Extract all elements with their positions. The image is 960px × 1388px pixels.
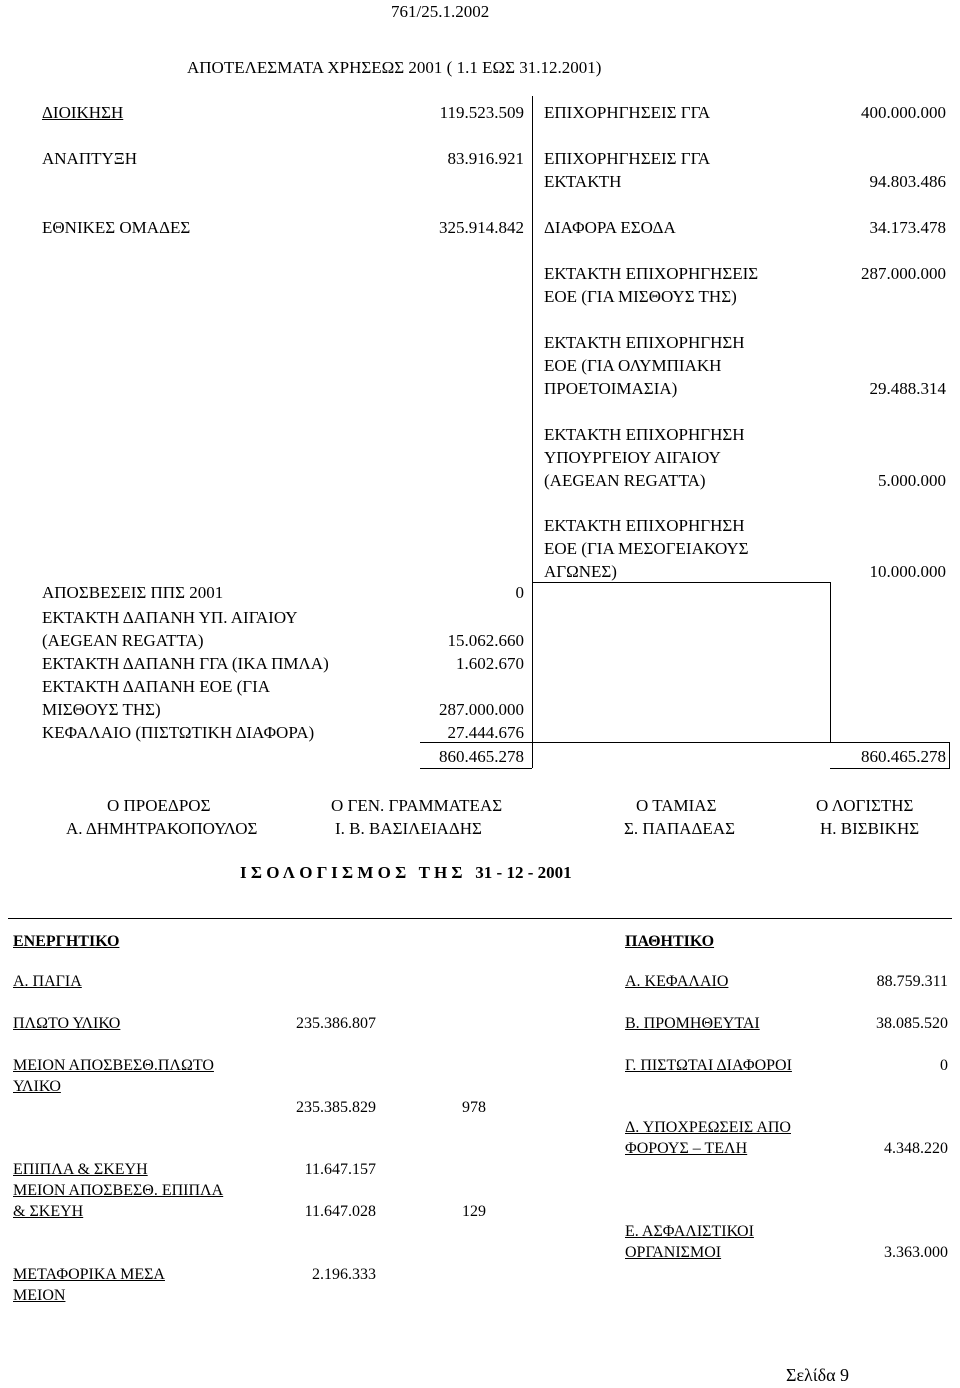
income-value: 400.000.000 <box>861 103 946 122</box>
income-value: 29.488.314 <box>869 379 946 398</box>
income-label: ΔΙΑΦΟΡΑ ΕΣΟΔΑ <box>544 218 676 237</box>
expense-value: 287.000.000 <box>439 700 524 719</box>
income-value: 94.803.486 <box>869 172 946 191</box>
asset-label: ΠΛΩΤΟ ΥΛΙΚΟ <box>13 1015 121 1032</box>
asset-value: 235.386.807 <box>296 1015 376 1032</box>
total-box-edge <box>949 742 950 769</box>
expense-label: ΕΘΝΙΚΕΣ ΟΜΑΔΕΣ <box>42 218 191 237</box>
balance-title: Ι Σ Ο Λ Ο Γ Ι Σ Μ Ο Σ Τ Η Σ 31 - 12 - 2001 <box>240 863 572 882</box>
liability-label: Ε. ΑΣΦΑΛΙΣΤΙΚΟΙ <box>625 1223 754 1240</box>
liability-label: ΦΟΡΟΥΣ – ΤΕΛΗ <box>625 1140 748 1157</box>
liability-value: 88.759.311 <box>876 973 948 990</box>
liability-value: 0 <box>940 1057 948 1074</box>
asset-value: 11.647.028 <box>304 1203 376 1220</box>
asset-label: ΜΕΙΟΝ ΑΠΟΣΒΕΣΘ. ΕΠΙΠΛΑ <box>13 1182 224 1199</box>
total-bottom-rule <box>420 768 532 769</box>
income-label: ΕΚΤΑΚΤΗ ΕΠΙΧΟΡΗΓΗΣΗ <box>544 333 745 352</box>
expense-value: 27.444.676 <box>447 723 524 742</box>
asset-value: 11.647.157 <box>304 1161 376 1178</box>
assets-header: ΕΝΕΡΓΗΤΙΚΟ <box>13 933 120 950</box>
income-total: 860.465.278 <box>861 747 946 766</box>
expense-value: 15.062.660 <box>447 631 524 650</box>
balance-top-rule <box>8 918 952 919</box>
income-label: ΑΓΩΝΕΣ) <box>544 562 617 581</box>
income-label: ΕΚΤΑΚΤΗ ΕΠΙΧΟΡΗΓΗΣΗ <box>544 516 745 535</box>
asset-net-value: 129 <box>462 1203 486 1220</box>
signature-name: Ι. Β. ΒΑΣΙΛΕΙΑΔΗΣ <box>335 819 482 838</box>
income-label: ΕΚΤΑΚΤΗ ΕΠΙΧΟΡΗΓΗΣΕΙΣ <box>544 264 759 283</box>
signature-role: Ο ΛΟΓΙΣΤΗΣ <box>816 796 914 815</box>
expense-value: 119.523.509 <box>439 103 524 122</box>
expense-label: ΔΙΟΙΚΗΣΗ <box>42 103 124 122</box>
income-label: (AEGEAN REGATTA) <box>544 471 706 490</box>
expense-value: 0 <box>515 583 524 602</box>
signature-name: Α. ΔΗΜΗΤΡΑΚΟΠΟΥΛΟΣ <box>66 819 258 838</box>
column-divider <box>532 96 533 768</box>
income-label: ΠΡΟΕΤΟΙΜΑΣΙΑ) <box>544 379 678 398</box>
asset-value: 235.385.829 <box>296 1099 376 1116</box>
liabilities-header: ΠΑΘΗΤΙΚΟ <box>625 933 715 950</box>
total-bottom-rule <box>830 768 950 769</box>
expense-label: ΜΙΣΘΟΥΣ ΤΗΣ) <box>42 700 161 719</box>
expense-label: ΕΚΤΑΚΤΗ ΔΑΠΑΝΗ ΥΠ. ΑΙΓΑΙΟΥ <box>42 608 298 627</box>
income-value: 34.173.478 <box>869 218 946 237</box>
expense-label: ΑΝΑΠΤΥΞΗ <box>42 149 137 168</box>
results-title: ΑΠΟΤΕΛΕΣΜΑΤΑ ΧΡΗΣΕΩΣ 2001 ( 1.1 ΕΩΣ 31.12.2001) <box>187 58 602 77</box>
liability-label: ΟΡΓΑΝΙΣΜΟΙ <box>625 1244 722 1261</box>
document-reference: 761/25.1.2002 <box>391 2 490 21</box>
liability-value: 3.363.000 <box>884 1244 948 1261</box>
expense-value: 83.916.921 <box>447 149 524 168</box>
asset-label: ΕΠΙΠΛΑ & ΣΚΕΥΗ <box>13 1161 148 1178</box>
income-value: 10.000.000 <box>869 562 946 581</box>
asset-value: 2.196.333 <box>312 1266 376 1283</box>
expense-label: ΕΚΤΑΚΤΗ ΔΑΠΑΝΗ ΕΟΕ (ΓΙΑ <box>42 677 271 696</box>
income-label: ΕΠΙΧΟΡΗΓΗΣΕΙΣ ΓΓΑ <box>544 103 711 122</box>
income-label: ΕΚΤΑΚΤΗ <box>544 172 622 191</box>
asset-label: ΜΕΙΟΝ <box>13 1287 66 1304</box>
liability-value: 4.348.220 <box>884 1140 948 1157</box>
income-label: ΕΟΕ (ΓΙΑ ΜΙΣΘΟΥΣ ΤΗΣ) <box>544 287 737 306</box>
closing-line <box>830 582 831 743</box>
expense-label: ΕΚΤΑΚΤΗ ΔΑΠΑΝΗ ΓΓΑ (ΙΚΑ ΠΜΛΑ) <box>42 654 329 673</box>
expense-value: 325.914.842 <box>439 218 524 237</box>
asset-label: ΜΕΤΑΦΟΡΙΚΑ ΜΕΣΑ <box>13 1266 165 1283</box>
signature-role: Ο ΤΑΜΙΑΣ <box>636 796 717 815</box>
income-label: ΕΟΕ (ΓΙΑ ΟΛΥΜΠΙΑΚΗ <box>544 356 722 375</box>
liability-label: Γ. ΠΙΣΤΩΤΑΙ ΔΙΑΦΟΡΟΙ <box>625 1057 792 1074</box>
income-label: ΥΠΟΥΡΓΕΙΟΥ ΑΙΓΑΙΟΥ <box>544 448 721 467</box>
signature-name: Σ. ΠΑΠΑΔΕΑΣ <box>624 819 735 838</box>
expense-value: 1.602.670 <box>456 654 524 673</box>
asset-label: ΥΛΙΚΟ <box>13 1078 61 1095</box>
income-value: 287.000.000 <box>861 264 946 283</box>
page-number: Σελίδα 9 <box>786 1365 850 1385</box>
liability-label: Δ. ΥΠΟΧΡΕΩΣΕΙΣ ΑΠΟ <box>625 1119 791 1136</box>
total-top-rule <box>420 742 950 743</box>
closing-line <box>532 582 831 583</box>
income-label: ΕΠΙΧΟΡΗΓΗΣΕΙΣ ΓΓΑ <box>544 149 711 168</box>
expense-label: (AEGEAN REGATTA) <box>42 631 204 650</box>
liability-value: 38.085.520 <box>876 1015 948 1032</box>
income-label: ΕΚΤΑΚΤΗ ΕΠΙΧΟΡΗΓΗΣΗ <box>544 425 745 444</box>
liability-label: Β. ΠΡΟΜΗΘΕΥΤΑΙ <box>625 1015 760 1032</box>
expense-label: ΑΠΟΣΒΕΣΕΙΣ ΠΠΣ 2001 <box>42 583 224 602</box>
income-label: ΕΟΕ (ΓΙΑ ΜΕΣΟΓΕΙΑΚΟΥΣ <box>544 539 749 558</box>
asset-net-value: 978 <box>462 1099 486 1116</box>
asset-label: Α. ΠΑΓΙΑ <box>13 973 82 990</box>
expense-label: ΚΕΦΑΛΑΙΟ (ΠΙΣΤΩΤΙΚΗ ΔΙΑΦΟΡΑ) <box>42 723 315 742</box>
signature-role: Ο ΓΕΝ. ΓΡΑΜΜΑΤΕΑΣ <box>331 796 503 815</box>
expenses-total: 860.465.278 <box>439 747 524 766</box>
signature-name: Η. ΒΙΣΒΙΚΗΣ <box>820 819 920 838</box>
asset-label: ΜΕΙΟΝ ΑΠΟΣΒΕΣΘ.ΠΛΩΤΟ <box>13 1057 214 1074</box>
liability-label: Α. ΚΕΦΑΛΑΙΟ <box>625 973 729 990</box>
signature-role: Ο ΠΡΟΕΔΡΟΣ <box>107 796 211 815</box>
asset-label: & ΣΚΕΥΗ <box>13 1203 84 1220</box>
income-value: 5.000.000 <box>878 471 946 490</box>
